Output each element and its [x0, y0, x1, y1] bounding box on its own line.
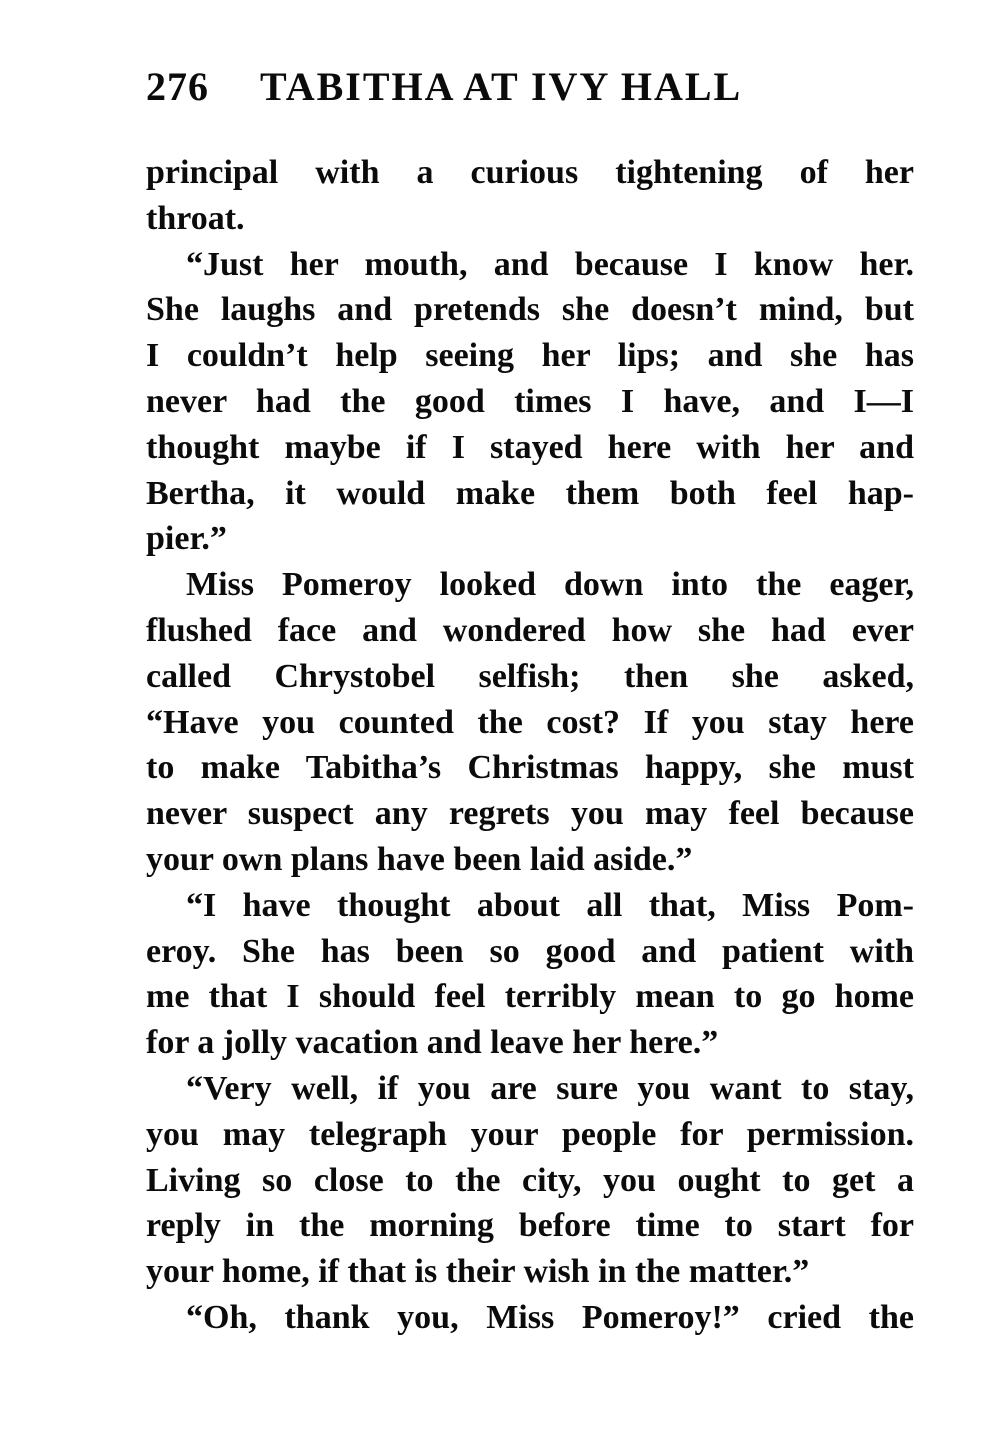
text-line: you may telegraph your people for permission. — [146, 1115, 914, 1153]
text-line: pier.” — [146, 520, 227, 558]
text-line: for a jolly vacation and leave her here.” — [146, 1024, 719, 1062]
text-line: principal with a curious tightening of her — [146, 154, 914, 191]
text-line: I couldn’t help seeing her lips; and she has — [146, 337, 914, 375]
text-line: to make Tabitha’s Christmas happy, she must — [146, 749, 914, 787]
page-header — [146, 62, 916, 112]
text-line: Bertha, it would make them both feel hap- — [146, 474, 914, 512]
text-line: your home, if that is their wish in the matter.” — [146, 1253, 810, 1291]
text-line: flushed face and wondered how she had ever — [146, 611, 914, 649]
text-line: eroy. She has been so good and patient with — [146, 932, 914, 970]
text-line: called Chrystobel selfish; then she asked, — [146, 657, 914, 695]
text-line: Miss Pomeroy looked down into the eager, — [186, 566, 914, 604]
text-line: throat. — [146, 199, 245, 237]
page-number: 276 — [146, 64, 209, 109]
text-line: “I have thought about all that, Miss Pom- — [186, 886, 914, 924]
text-line: She laughs and pretends she doesn’t mind, but — [146, 291, 914, 329]
text-line: “Very well, if you are sure you want to stay, — [186, 1069, 914, 1107]
text-line: never suspect any regrets you may feel because — [146, 795, 914, 833]
text-line: thought maybe if I stayed here with her and — [146, 428, 914, 466]
text-line: “Have you counted the cost? If you stay here — [146, 703, 914, 741]
text-line: Living so close to the city, you ought to get a — [146, 1161, 914, 1199]
running-title: TABITHA AT IVY HALL — [260, 64, 743, 109]
text-line: never had the good times I have, and I—I — [146, 382, 914, 420]
text-line: reply in the morning before time to start for — [146, 1207, 914, 1245]
text-line: me that I should feel terribly mean to go home — [146, 978, 914, 1016]
body-text — [146, 150, 914, 1341]
text-line: your own plans have been laid aside.” — [146, 840, 693, 878]
text-line: “Oh, thank you, Miss Pomeroy!” cried the — [186, 1298, 914, 1336]
text-line: “Just her mouth, and because I know her. — [186, 245, 914, 283]
